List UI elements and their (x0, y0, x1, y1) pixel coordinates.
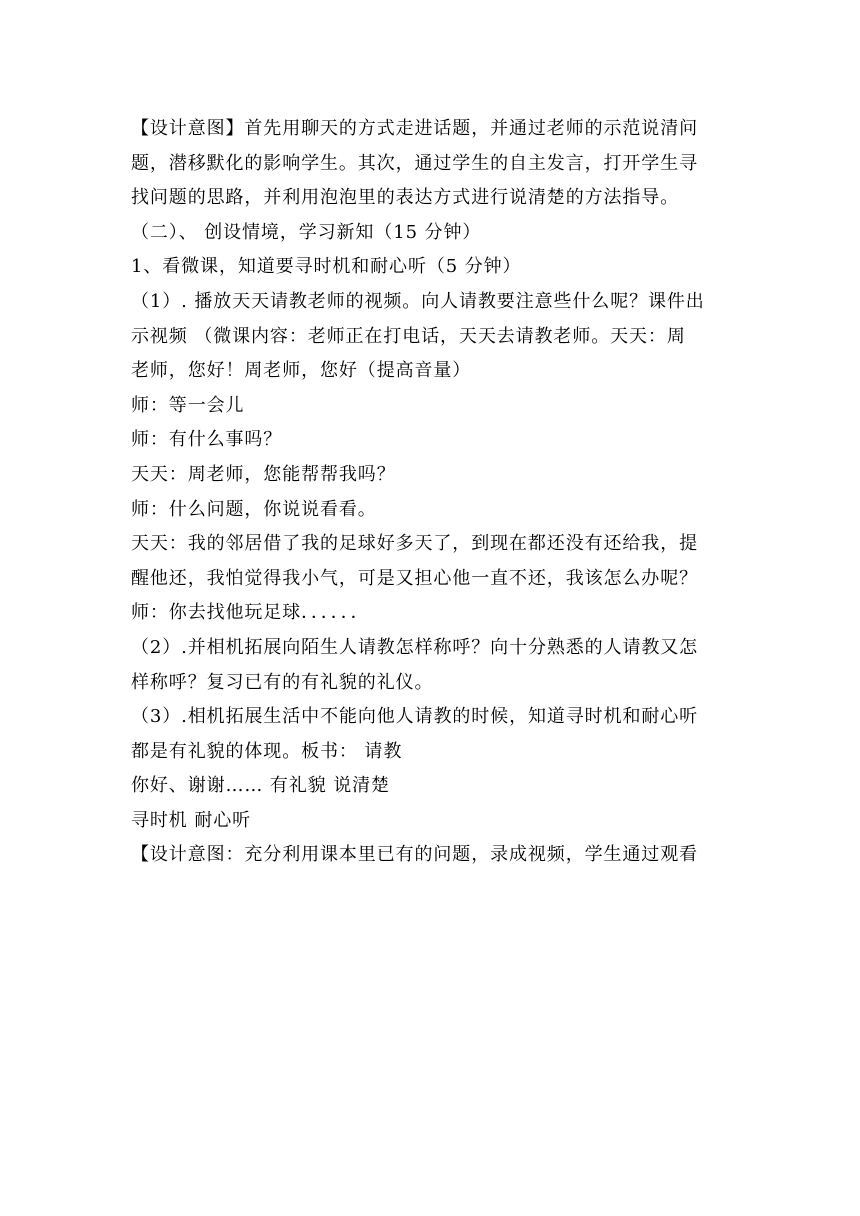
document-body (131, 112, 731, 873)
design-intent-2-line-1: 【设计意图：充分利用课本里已有的问题，录成视频，学生通过观看 (131, 844, 698, 866)
blackboard-line-2: 寻时机 耐心听 (131, 809, 252, 831)
dialogue-line: 师：你去找他玩足球．．．．．． (131, 602, 370, 624)
dialogue-line: 天天：我的邻居借了我的足球好多天了，到现在都还没有还给我，提 (131, 533, 698, 555)
step-1-line-2: 示视频 （微课内容：老师正在打电话，天天去请教老师。天天：周 (131, 325, 686, 347)
step-3-line-2: 都是有礼貌的体现。板书： 请教 (131, 740, 403, 762)
design-intent-paragraph-line-2: 题，潜移默化的影响学生。其次，通过学生的自主发言，打开学生寻 (131, 152, 698, 174)
design-intent-paragraph-line-3: 找问题的思路，并利用泡泡里的表达方式进行说清楚的方法指导。 (131, 187, 680, 209)
dialogue-line: 师：有什么事吗？ (131, 429, 283, 451)
dialogue-line: 师：等一会儿 (131, 394, 245, 416)
step-2-line-2: 样称呼？复习已有的有礼貌的礼仪。 (131, 671, 434, 693)
design-intent-paragraph-line-1: 【设计意图】首先用聊天的方式走进话题，并通过老师的示范说清问 (131, 118, 698, 139)
subsection-heading: 1、看微课，知道要寻时机和耐心听（5 分钟） (131, 256, 522, 278)
dialogue-line: 师：什么问题，你说说看看。 (131, 498, 377, 520)
dialogue-line-continued: 醒他还，我怕觉得我小气，可是又担心他一直不还，我该怎么办呢？ (131, 567, 698, 589)
step-1-line-3: 老师，您好！周老师，您好（提高音量） (131, 360, 472, 382)
step-1-line-1: （1）. 播放天天请教老师的视频。向人请教要注意些什么呢？课件出 (131, 290, 705, 312)
step-3-line-1: （3）.相机拓展生活中不能向他人请教的时候，知道寻时机和耐心听 (131, 706, 699, 728)
section-heading: （二）、 创设情境，学习新知（15 分钟） (131, 221, 482, 243)
dialogue-line: 天天：周老师，您能帮帮我吗？ (131, 463, 396, 485)
step-2-line-1: （2）.并相机拓展向陌生人请教怎样称呼？向十分熟悉的人请教又怎 (131, 636, 699, 658)
blackboard-line-1: 你好、谢谢…… 有礼貌 说清楚 (131, 775, 390, 797)
